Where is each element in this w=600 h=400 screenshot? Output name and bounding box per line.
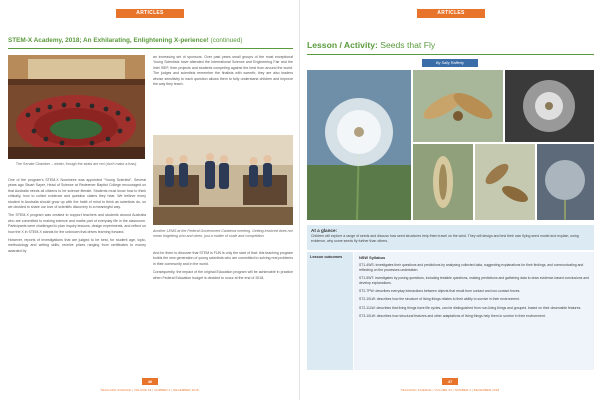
title-divider: [307, 54, 594, 55]
winged-seeds-photo: [475, 144, 535, 220]
article-column-1: [8, 178, 146, 384]
thistle-seed-photo: [505, 70, 594, 142]
lesson-outcomes-body: [354, 252, 594, 370]
at-a-glance-text: Children will explore a range of seeds and discuss how seed structures help them travel on the wind. They will design and test their own flying seed model and explain, using evidence, why some seeds fly further than others.: [311, 234, 579, 243]
article-column-2-top: [153, 55, 293, 135]
paragraph: an increasing set of sponsors. Over past years small groups of the most exceptional Young Scientists have attended the International Science and Engineering Fair and the Intel ISEF, then projects and students competing against the best from around the world. The judges and scientists remember the finalists with warmth; they are also leaders whose sensitivity to each question allows them to fully understand children and improve the way they teach.: [153, 55, 293, 87]
maple-seeds-photo: [413, 70, 503, 142]
page-footer: TEACHING SCIENCE | VOLUME 64 | NUMBER 4 | DECEMBER 2018: [400, 388, 500, 392]
paragraph: The STEM-X program was created to support teachers and students around Australia who are committed to making science and maths part of everyday life in the classroom. Participants were challenged to plan inquiry lessons, design experiments, and reflect on how the X in STEM-X stands for the unknown that drives learning forward.: [8, 213, 146, 234]
outcome-item: ST3-10LW: describes how structural features and other adaptations of living things help them to survive in their environment.: [359, 313, 546, 318]
federal-meeting-photo: [153, 135, 293, 225]
at-a-glance-title: At a glance:: [311, 228, 338, 233]
seed-closeup-photo: [413, 144, 473, 220]
outcome-item: ST2-11LW: describes that living things have life cycles, can be distinguished from non-living things and grouped, based on their observable features.: [359, 305, 582, 310]
paragraph: However, reports of investigations that are judged to be best, for student age, topic, methodology and writing skills, receive prizes ranging from certificates to money awarded by: [8, 238, 146, 253]
paragraph: Consequently, the impact of the original Education program will be achievable in practice when Federal Education budget is decided to occur at the end of 2018.: [153, 270, 293, 280]
lesson-title: [307, 40, 435, 50]
lesson-title-topic: Seeds that Fly: [377, 40, 436, 50]
author-byline: By Sally Rafferty: [422, 59, 478, 67]
lesson-outcomes-table: [307, 252, 594, 370]
page-number: 46: [142, 378, 158, 385]
title-divider: [8, 48, 293, 49]
lesson-outcomes-label: Lesson outcomes: [307, 252, 353, 370]
section-tab: ARTICLES: [417, 9, 485, 18]
photo-caption: The Senate Chamber – winter, though the seats are red (don’t make a fuss).: [15, 162, 138, 166]
seed-pod-photo: [537, 144, 594, 220]
article-column-2-bottom: [153, 251, 293, 386]
paragraph: One of the program’s STEM-X Nominees was appointed “Young Scientist”. Several years ago Stuart Sayer, Head of Science at Redeemer Baptist College encouraged us that Australia needs all citizens to be science literate. Students must know how to think critically, how to collect evidence and question claims they hear. We believe every student in Australia should grow up with the habit of mind to think as scientists do, so we decided to share our love of scientific discovery in a meaningful way.: [8, 178, 146, 210]
outcome-item: ST2-7PW: describes everyday interactions between objects that result from contact and non-contact forces.: [359, 289, 521, 293]
outcome-item: ST1-4WS: investigates their questions and predictions by analysing collected data, suggesting explanations for their findings, and communicating and reflecting on the processes undertaken.: [359, 263, 584, 272]
page-number: 47: [442, 378, 458, 385]
seed-photo-collage: [307, 70, 594, 220]
section-tab: ARTICLES: [116, 9, 184, 18]
syllabus-heading: NSW Syllabus: [359, 255, 386, 260]
page-footer: TEACHING SCIENCE | VOLUME 64 | NUMBER 4 | DECEMBER 2018: [100, 388, 199, 392]
paragraph: And for them to discover that STEM is FUN is only the start of that: this teaching program builds the new generation of young scientists who are committed to solving real problems in their community and in the world.: [153, 251, 293, 266]
article-title: [8, 37, 293, 44]
senate-chamber-photo: [8, 55, 145, 159]
outcome-item: ST2-10LW: describes how the structure of living things relates to their ability to survive in their environment.: [359, 297, 520, 302]
article-title-continued: (continued): [208, 37, 243, 44]
outcome-item: ST1-5WT: investigates by posing questions, including testable questions, making predictions and gathering data to draw evidence-based conclusions and develop explanations.: [359, 276, 589, 285]
at-a-glance-box: [307, 225, 594, 250]
lesson-title-prefix: Lesson / Activity:: [307, 40, 378, 50]
photo-caption: Another LEMS at the Federal Government Canberra meeting. Getting involved does not mean forgetting who and when, just a matter of scale and competition.: [153, 229, 293, 238]
dandelion-photo: [307, 70, 411, 220]
article-title-main: STEM-X Academy, 2018; An Exhilarating, Enlightening X-perience!: [8, 37, 209, 44]
right-page: [300, 0, 600, 400]
